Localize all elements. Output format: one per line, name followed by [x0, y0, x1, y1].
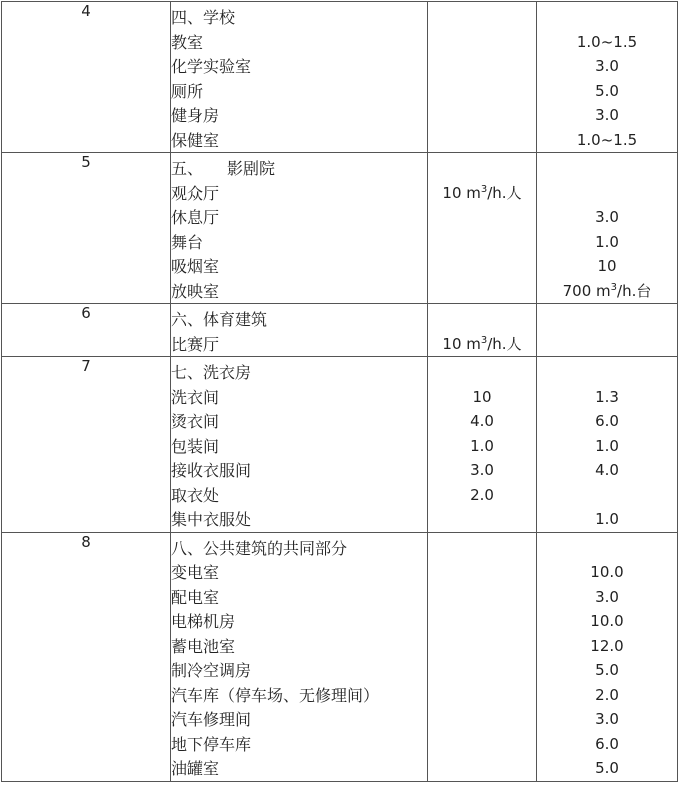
value-col-a: [428, 536, 536, 561]
value-col-b: 3.0: [595, 57, 619, 75]
value-col-b-cell: [537, 153, 678, 304]
value-col-b: 10: [597, 257, 617, 275]
room-name: 化学实验室: [171, 57, 252, 76]
value-col-a: [428, 732, 536, 757]
room-name: 八、公共建筑的共同部分: [171, 538, 348, 558]
value-col-b: 12.0: [590, 636, 624, 655]
value-col-a: [428, 560, 536, 585]
value-col-a-cell: [428, 304, 537, 357]
value-col-a: [428, 5, 536, 30]
value-col-a: 10 $m^3/h$.人: [442, 334, 522, 353]
room-name: 汽车修理间: [171, 710, 252, 729]
room-name-cell: [171, 357, 428, 533]
value-col-b: 2.0: [595, 685, 619, 704]
value-col-a-cell: [428, 532, 537, 781]
value-col-b-cell: [537, 2, 678, 153]
value-col-b: 3.0: [595, 106, 619, 124]
row-number: 4: [2, 2, 171, 153]
value-col-a: 10 $m^3/h$.人: [442, 183, 522, 202]
room-name: 厕所: [171, 81, 204, 101]
table-body: [2, 2, 678, 782]
value-col-b: [537, 5, 677, 30]
table-row: [2, 2, 678, 153]
room-name: 比赛厅: [171, 334, 220, 354]
room-name: 包装间: [171, 436, 220, 456]
value-col-a: [428, 307, 536, 332]
value-col-a: [428, 585, 536, 610]
value-col-b: 1.0: [595, 436, 619, 455]
value-col-a: [428, 30, 536, 55]
value-col-b: 3.0: [595, 710, 619, 728]
value-col-a-cell: [428, 153, 537, 304]
value-col-a: [428, 279, 536, 304]
room-name: 配电室: [171, 587, 220, 607]
room-name-cell: [171, 2, 428, 153]
value-col-a: 10: [472, 387, 492, 406]
value-col-a: [428, 658, 536, 683]
value-col-a: [428, 360, 536, 385]
room-name: 烫衣间: [171, 412, 220, 431]
value-col-b-cell: [537, 304, 678, 357]
room-name-cell: [171, 304, 428, 357]
room-name: 变电室: [171, 563, 220, 582]
value-col-b: 1.0~1.5: [576, 32, 638, 51]
value-col-a-cell: [428, 2, 537, 153]
value-col-a: [428, 507, 536, 532]
room-name: 集中衣服处: [171, 510, 252, 529]
value-col-a: [428, 79, 536, 104]
room-name-cell: [171, 532, 428, 781]
room-name: 地下停车库: [171, 734, 252, 754]
room-name: 吸烟室: [171, 257, 220, 276]
value-col-a: [428, 756, 536, 781]
value-col-a: 3.0: [470, 461, 494, 479]
room-name: 观众厅: [171, 183, 220, 203]
value-col-b: [537, 307, 677, 332]
value-col-b: 6.0: [595, 734, 619, 753]
value-col-a: [428, 609, 536, 634]
value-col-b: 1.0: [595, 232, 619, 251]
value-col-b: [537, 536, 677, 561]
table-row: [2, 357, 678, 533]
room-name: 汽车库（停车场、无修理间）: [171, 685, 380, 705]
room-name: 六、体育建筑: [171, 310, 268, 329]
value-col-a: [428, 230, 536, 255]
ventilation-table: [1, 1, 678, 782]
value-col-b: 1.0~1.5: [576, 130, 638, 149]
value-col-b: 4.0: [595, 461, 619, 479]
value-col-a: [428, 205, 536, 230]
room-name: 休息厅: [171, 208, 220, 227]
room-name-cell: [171, 153, 428, 304]
value-col-a: [428, 707, 536, 732]
value-col-b: 3.0: [595, 587, 619, 606]
room-name: 油罐室: [171, 759, 220, 778]
table-row: [2, 532, 678, 781]
value-col-b: 1.0: [595, 510, 619, 528]
value-col-a: 1.0: [470, 436, 494, 455]
value-col-b: 5.0: [595, 759, 619, 777]
value-col-a: [428, 54, 536, 79]
row-number: 6: [2, 304, 171, 357]
value-col-a: [428, 683, 536, 708]
room-name: 五、 影剧院: [171, 159, 276, 178]
value-col-a: 2.0: [470, 485, 494, 504]
room-name: 教室: [171, 32, 204, 52]
value-col-b: 5.0: [595, 661, 619, 679]
room-name: 电梯机房: [171, 612, 236, 631]
value-col-a: [428, 128, 536, 153]
room-name: 健身房: [171, 106, 220, 125]
room-name: 洗衣间: [171, 387, 220, 407]
value-col-b: 700 $m^3/h$.台: [562, 281, 652, 300]
value-col-a: [428, 634, 536, 659]
value-col-b-cell: [537, 357, 678, 533]
value-col-a: [428, 156, 536, 181]
value-col-b: [537, 360, 677, 385]
value-col-b: 3.0: [595, 208, 619, 226]
value-col-b: 1.3: [595, 387, 619, 406]
room-name: 放映室: [171, 281, 220, 301]
value-col-b-cell: [537, 532, 678, 781]
row-number: 8: [2, 532, 171, 781]
table-row: [2, 304, 678, 357]
room-name: 制冷空调房: [171, 661, 252, 680]
value-col-a: [428, 103, 536, 128]
room-name: 保健室: [171, 130, 220, 150]
room-name: 取衣处: [171, 485, 220, 505]
value-col-b: 10.0: [590, 563, 624, 581]
value-col-b: [537, 483, 677, 508]
value-col-b: 6.0: [595, 412, 619, 430]
row-number: 5: [2, 153, 171, 304]
room-name: 蓄电池室: [171, 636, 236, 656]
room-name: 四、学校: [171, 8, 236, 27]
value-col-b: [537, 332, 677, 357]
value-col-b: [537, 156, 677, 181]
value-col-a: [428, 254, 536, 279]
value-col-b: [537, 181, 677, 206]
room-name: 接收衣服间: [171, 461, 252, 480]
room-name: 舞台: [171, 232, 204, 252]
row-number: 7: [2, 357, 171, 533]
value-col-b: 10.0: [590, 612, 624, 630]
value-col-a-cell: [428, 357, 537, 533]
table-row: [2, 153, 678, 304]
room-name: 七、洗衣房: [171, 363, 252, 382]
value-col-b: 5.0: [595, 81, 619, 100]
value-col-a: 4.0: [470, 412, 494, 430]
